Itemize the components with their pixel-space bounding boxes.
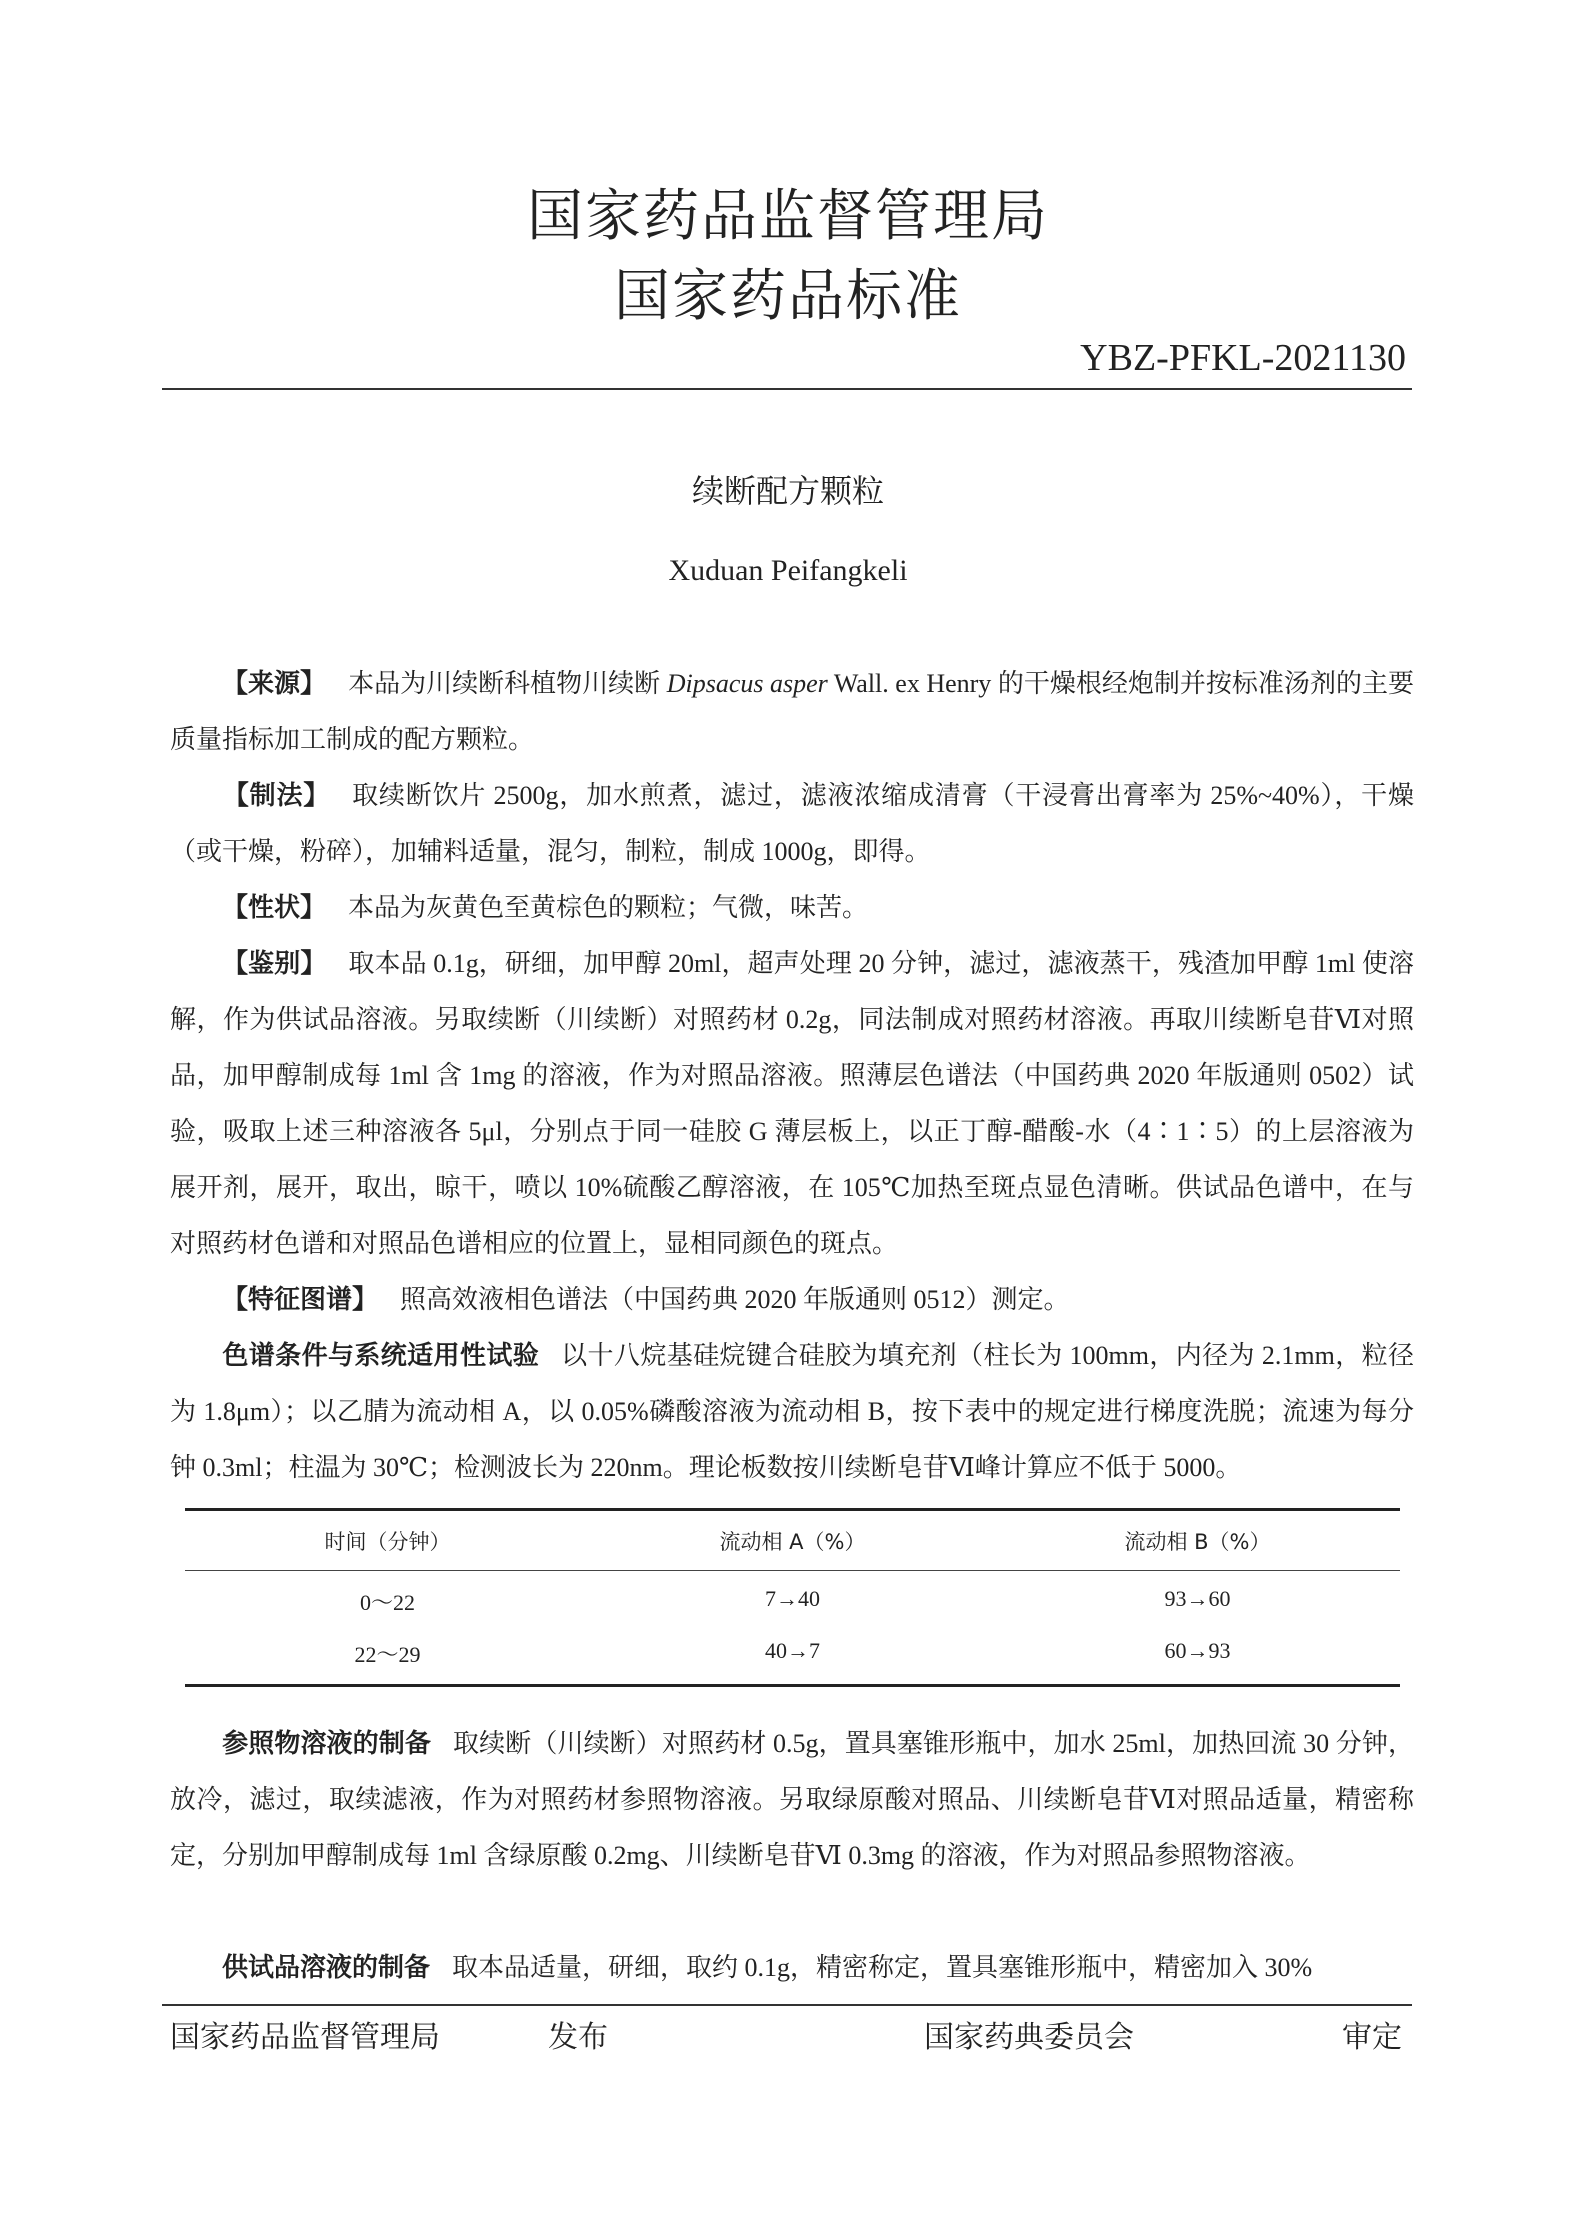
table-cell: 60→93 [1164,1638,1231,1663]
section-text: 照高效液相色谱法（中国药典 2020 年版通则 0512）测定。 [400,1285,1070,1314]
section-conditions [170,1328,1414,1496]
section-text: 取本品适量，研细，取约 0.1g，精密称定，置具塞锥形瓶中，精密加入 30% [452,1953,1313,1982]
table-header-phase-b: 流动相 B（%） [1124,1530,1271,1554]
latin-name: Dipsacus asper [666,669,828,698]
section-label: 参照物溶液的制备 [222,1729,432,1759]
table-header-phase-a: 流动相 A（%） [719,1530,866,1554]
table-header-time: 时间（分钟） [324,1530,451,1554]
section-fingerprint [170,1272,1414,1328]
product-name-cn: 续断配方颗粒 [691,472,884,510]
section-label: 【鉴别】 [222,949,327,979]
section-text: 本品为灰黄色至黄棕色的颗粒；气微，味苦。 [348,893,869,922]
section-property [170,880,1414,936]
section-test-solution [170,1940,1414,1996]
section-reference-solution [170,1716,1414,1884]
section-method [170,768,1414,880]
section-text: 以十八烷基硅烷键合硅胶为填充剂（柱长为 100mm，内径为 2.1mm，粒径为 1.8μm）；以乙腈为流动相 A，以 0.05%磷酸溶液为流动相 B，按下表中的规定进行梯度洗脱；流速为每分钟 0.3ml；柱温为 30℃；检测波长为 220nm。理论板数按川续断皂苷Ⅵ峰计算应不低于 5000。 [170,1341,1414,1482]
section-text: Wall. ex Henry 的干燥根经炮制并按标准汤剂的主要质量指标加工制成的配方颗粒。 [170,669,1414,754]
section-source [170,656,1414,768]
section-label: 【制法】 [222,781,331,811]
section-label: 供试品溶液的制备 [222,1953,431,1983]
standard-code: YBZ-PFKL-2021130 [1080,337,1406,379]
standard-title: 国家药品标准 [614,264,962,329]
footer-issue: 发布 [548,2020,608,2055]
table-cell: 7→40 [765,1586,820,1611]
agency-title: 国家药品监督管理局 [527,184,1049,249]
table-bottom-rule [185,1684,1400,1687]
footer-issuer: 国家药品监督管理局 [170,2020,440,2055]
section-label: 【来源】 [222,669,327,699]
footer-review: 审定 [1342,2020,1402,2055]
product-name-en: Xuduan Peifangkeli [668,554,908,587]
table-header-rule [185,1570,1400,1571]
table-cell: 0～22 [359,1590,415,1615]
section-label: 【特征图谱】 [222,1285,379,1315]
footer-review-org: 国家药典委员会 [924,2020,1134,2055]
section-text: 取续断（川续断）对照药材 0.5g，置具塞锥形瓶中，加水 25ml，加热回流 30 分钟，放冷，滤过，取续滤液，作为对照药材参照物溶液。另取绿原酸对照品、川续断皂苷Ⅵ对照品适量，精密称定，分别加甲醇制成每 1ml 含绿原酸 0.2mg、川续断皂苷Ⅵ 0.3mg 的溶液，作为对照品参照物溶液。 [170,1729,1414,1870]
section-label: 色谱条件与系统适用性试验 [222,1341,540,1371]
section-text: 本品为川续断科植物川续断 [348,669,667,698]
footer-divider [162,2004,1412,2006]
section-text: 取续断饮片 2500g，加水煎煮，滤过，滤液浓缩成清膏（干浸膏出膏率为 25%~40%），干燥（或干燥，粉碎），加辅料适量，混匀，制粒，制成 1000g，即得。 [170,781,1414,866]
table-cell: 93→60 [1164,1586,1231,1611]
table-cell: 40→7 [765,1638,820,1663]
section-identification [170,936,1414,1272]
section-text: 取本品 0.1g，研细，加甲醇 20ml，超声处理 20 分钟，滤过，滤液蒸干，残渣加甲醇 1ml 使溶解，作为供试品溶液。另取续断（川续断）对照药材 0.2g，同法制成对照药材溶液。再取川续断皂苷Ⅵ对照品，加甲醇制成每 1ml 含 1mg 的溶液，作为对照品溶液。照薄层色谱法（中国药典 2020 年版通则 0502）试验，吸取上述三种溶液各 5μl，分别点于同一硅胶 G 薄层板上，以正丁醇-醋酸-水（4∶1∶5）的上层溶液为展开剂，展开，取出，晾干，喷以 10%硫酸乙醇溶液，在 105℃加热至斑点显色清晰。供试品色谱中，在与对照药材色谱和对照品色谱相应的位置上，显相同颜色的斑点。 [170,949,1414,1258]
header-divider [162,388,1412,390]
section-label: 【性状】 [222,893,327,923]
table-cell: 22～29 [354,1642,421,1667]
table-top-rule [185,1508,1400,1511]
